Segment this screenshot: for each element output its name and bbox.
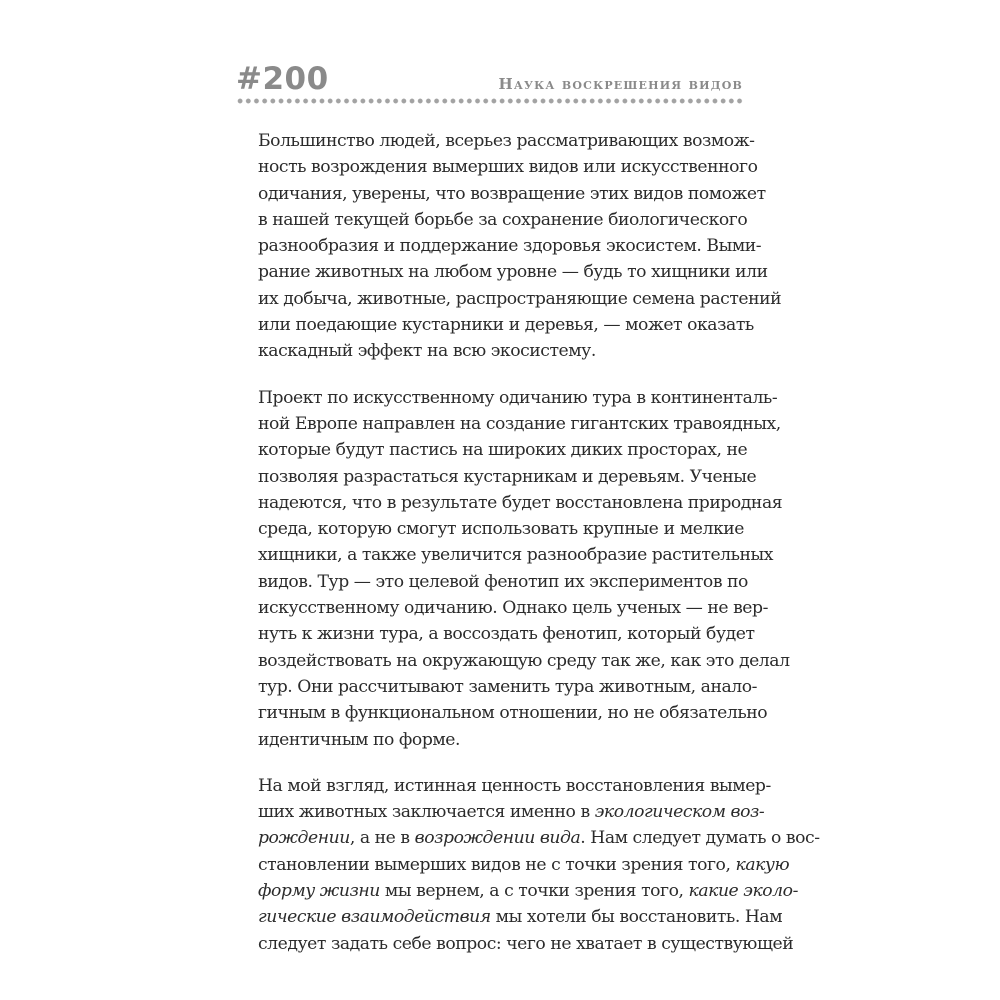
italic-text: рождении	[258, 828, 350, 849]
text-line	[258, 385, 778, 411]
text-run: мы хотели бы восстановить. Нам	[490, 907, 783, 928]
text-line	[258, 799, 765, 825]
text-run: надеются, что в результате будет восстановлена природная	[258, 492, 783, 513]
text-run: их добыча, животные, распространяющие семена растений	[258, 288, 782, 309]
text-run: искусственному одичанию. Однако цель ученых — не вер-	[258, 598, 768, 619]
text-line	[258, 181, 766, 207]
text-run: . Нам следует думать о вос-	[580, 828, 820, 849]
text-run: гичным в функциональном отношении, но не обязательно	[258, 703, 768, 724]
text-line	[258, 727, 744, 753]
text-run: позволяя разрастаться кустарникам и деревьям. Ученые	[258, 466, 757, 487]
text-line	[258, 621, 755, 647]
italic-text: экологическом воз-	[594, 802, 765, 823]
text-run: разнообразия и поддержание здоровья экосистем. Выми-	[258, 236, 762, 257]
text-run: в нашей текущей борьбе за сохранение биологического	[258, 209, 748, 230]
page-number: #200	[236, 61, 329, 97]
text-run: ной Европе направлен на создание гигантских травоядных,	[258, 413, 781, 434]
text-run: Большинство людей, всерьез рассматривающих возмож-	[258, 131, 755, 151]
text-line	[258, 595, 768, 621]
paragraph	[258, 385, 790, 753]
text-run: нуть к жизни тура, а воссоздать фенотип, который будет	[258, 624, 755, 645]
text-line	[258, 852, 790, 878]
italic-text: какую	[735, 854, 790, 875]
text-line	[258, 490, 783, 516]
text-run: , а не в	[349, 828, 415, 849]
text-run: ших животных заключается именно в	[258, 802, 595, 823]
text-line	[258, 207, 748, 233]
text-line	[258, 286, 782, 312]
italic-text: гические взаимодействия	[258, 907, 491, 928]
body-text	[258, 128, 820, 977]
text-run: мы вернем, а с точки зрения того,	[379, 881, 689, 902]
text-run: одичания, уверены, что возвращение этих видов поможет	[258, 183, 766, 204]
running-header-title: Наука воскрешения видов	[498, 75, 743, 93]
text-line	[258, 904, 783, 930]
text-run: На мой взгляд, истинная ценность восстановления вымер-	[258, 775, 771, 796]
dotted-divider	[236, 98, 744, 104]
text-line	[258, 648, 790, 674]
text-line	[258, 154, 758, 180]
text-run: которые будут пастись на широких диких просторах, не	[258, 440, 748, 461]
text-line	[258, 825, 820, 851]
text-line	[258, 464, 757, 490]
text-line	[258, 233, 762, 259]
text-line	[258, 338, 744, 364]
text-line	[258, 700, 768, 726]
text-run: ность возрождения вымерших видов или искусственного	[258, 157, 758, 178]
text-run: хищники, а также увеличится разнообразие растительных	[258, 545, 774, 566]
text-line	[258, 128, 755, 154]
paragraph	[258, 773, 820, 957]
text-run: Проект по искусственному одичанию тура в континенталь-	[258, 387, 778, 408]
text-line	[258, 437, 748, 463]
text-run: или поедающие кустарники и деревья, — может оказать	[258, 315, 754, 336]
text-line	[258, 773, 771, 799]
italic-text: какие эколо-	[688, 881, 798, 902]
text-line	[258, 312, 754, 338]
italic-text: возрождении вида	[414, 828, 581, 849]
text-line	[258, 516, 744, 542]
text-line	[258, 878, 798, 904]
text-run: среда, которую смогут использовать крупные и мелкие	[258, 519, 744, 540]
italic-text: форму жизни	[258, 881, 380, 902]
text-run: тур. Они рассчитывают заменить тура животным, анало-	[258, 676, 757, 697]
text-run: воздействовать на окружающую среду так же, как это делал	[258, 650, 790, 671]
text-line	[258, 259, 768, 285]
text-run: видов. Тур — это целевой фенотип их экспериментов по	[258, 571, 748, 592]
text-line	[258, 411, 781, 437]
text-run: следует задать себе вопрос: чего не хватает в существующей	[258, 933, 794, 954]
text-line	[258, 542, 774, 568]
text-line	[258, 569, 748, 595]
text-run: идентичным по форме.	[258, 729, 461, 750]
text-run: каскадный эффект на всю экосистему.	[258, 341, 596, 362]
text-line	[258, 674, 757, 700]
text-line	[258, 931, 794, 957]
text-run: рание животных на любом уровне — будь то хищники или	[258, 262, 768, 283]
text-run: становлении вымерших видов не с точки зрения того,	[258, 854, 736, 875]
paragraph	[258, 128, 782, 365]
